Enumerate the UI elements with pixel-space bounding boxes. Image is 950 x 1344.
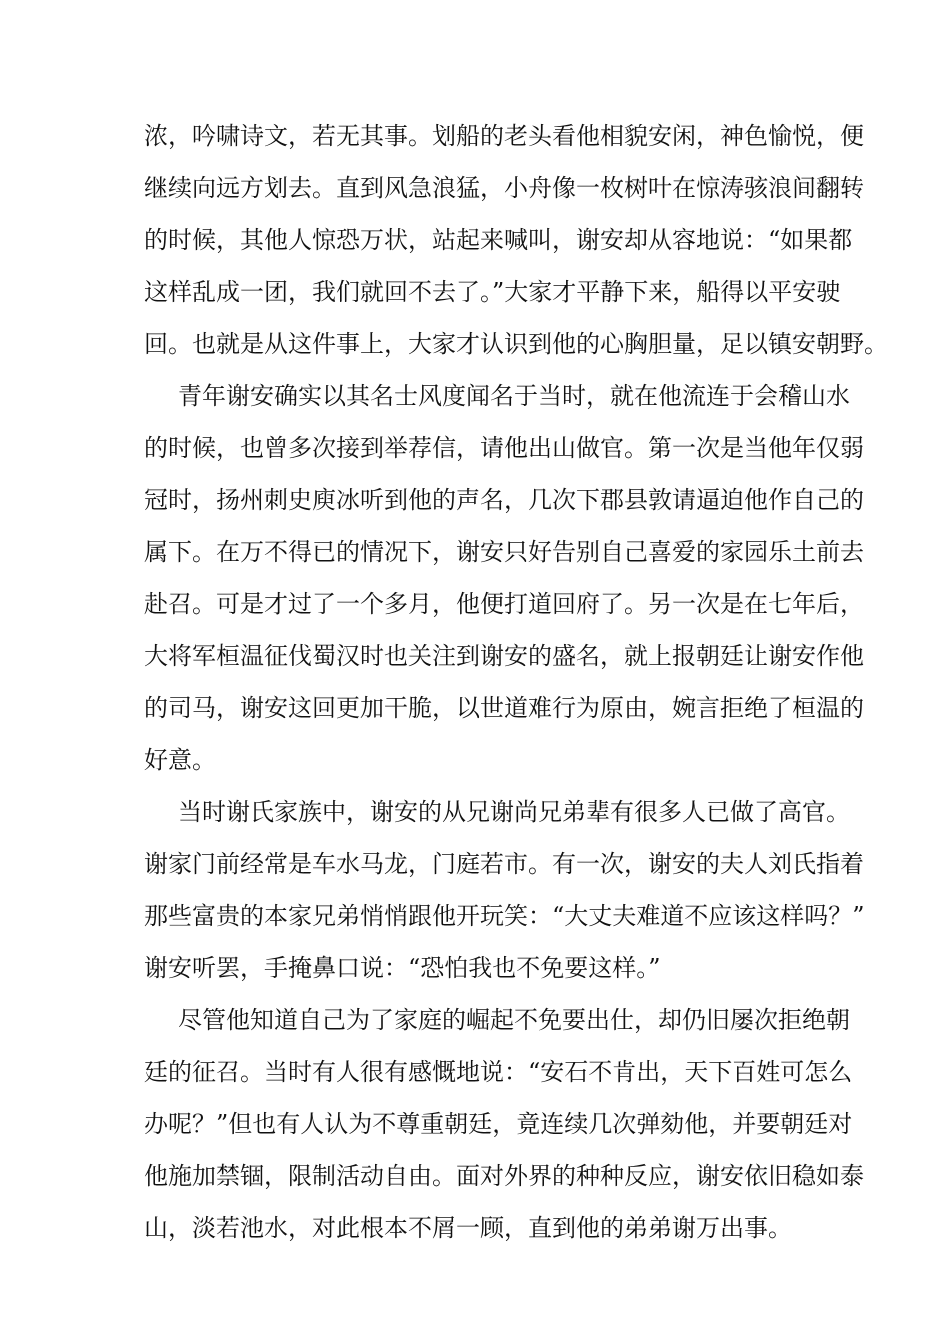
text-line: 那些富贵的本家兄弟悄悄跟他开玩笑：“大丈夫难道不应该这样吗？” xyxy=(144,902,865,930)
text-line: 谢家门前经常是车水马龙，门庭若市。有一次，谢安的夫人刘氏指着 xyxy=(144,850,864,878)
text-line: 大将军桓温征伐蜀汉时也关注到谢安的盛名，就上报朝廷让谢安作他 xyxy=(144,642,864,670)
text-line: 的时候，其他人惊恐万状，站起来喊叫，谢安却从容地说：“如果都 xyxy=(144,226,853,254)
paragraph-first-line: 尽管他知道自己为了家庭的崛起不免要出仕，却仍旧屡次拒绝朝 xyxy=(178,1006,850,1034)
text-line: 这样乱成一团，我们就回不去了。”大家才平静下来，船得以平安驶 xyxy=(144,278,841,306)
text-line: 谢安听罢，手掩鼻口说：“恐怕我也不免要这样。” xyxy=(144,954,661,982)
text-line: 廷的征召。当时有人很有感慨地说：“安石不肯出，天下百姓可怎么 xyxy=(144,1058,853,1086)
text-line: 回。也就是从这件事上，大家才认识到他的心胸胆量，足以镇安朝野。 xyxy=(144,330,888,358)
paragraph-first-line: 青年谢安确实以其名士风度闻名于当时，就在他流连于会稽山水 xyxy=(178,382,850,410)
text-line: 的时候，也曾多次接到举荐信，请他出山做官。第一次是当他年仅弱 xyxy=(144,434,864,462)
text-line: 属下。在万不得已的情况下，谢安只好告别自己喜爱的家园乐土前去 xyxy=(144,538,864,566)
text-line: 他施加禁锢，限制活动自由。面对外界的种种反应，谢安依旧稳如泰 xyxy=(144,1162,864,1190)
text-line: 赴召。可是才过了一个多月，他便打道回府了。另一次是在七年后， xyxy=(144,590,864,618)
paragraph-first-line: 当时谢氏家族中，谢安的从兄谢尚兄弟辈有很多人已做了高官。 xyxy=(178,798,850,826)
text-line: 冠时，扬州刺史庾冰听到他的声名，几次下郡县敦请逼迫他作自己的 xyxy=(144,486,864,514)
text-line: 办呢？”但也有人认为不尊重朝廷，竟连续几次弹劾他，并要朝廷对 xyxy=(144,1110,853,1138)
text-line: 继续向远方划去。直到风急浪猛，小舟像一枚树叶在惊涛骇浪间翻转 xyxy=(144,174,864,202)
text-line: 的司马，谢安这回更加干脆，以世道难行为原由，婉言拒绝了桓温的 xyxy=(144,694,864,722)
text-line: 山，淡若池水，对此根本不屑一顾，直到他的弟弟谢万出事。 xyxy=(144,1214,792,1242)
text-line: 好意。 xyxy=(144,746,216,774)
text-line: 浓，吟啸诗文，若无其事。划船的老头看他相貌安闲，神色愉悦，便 xyxy=(144,122,864,150)
